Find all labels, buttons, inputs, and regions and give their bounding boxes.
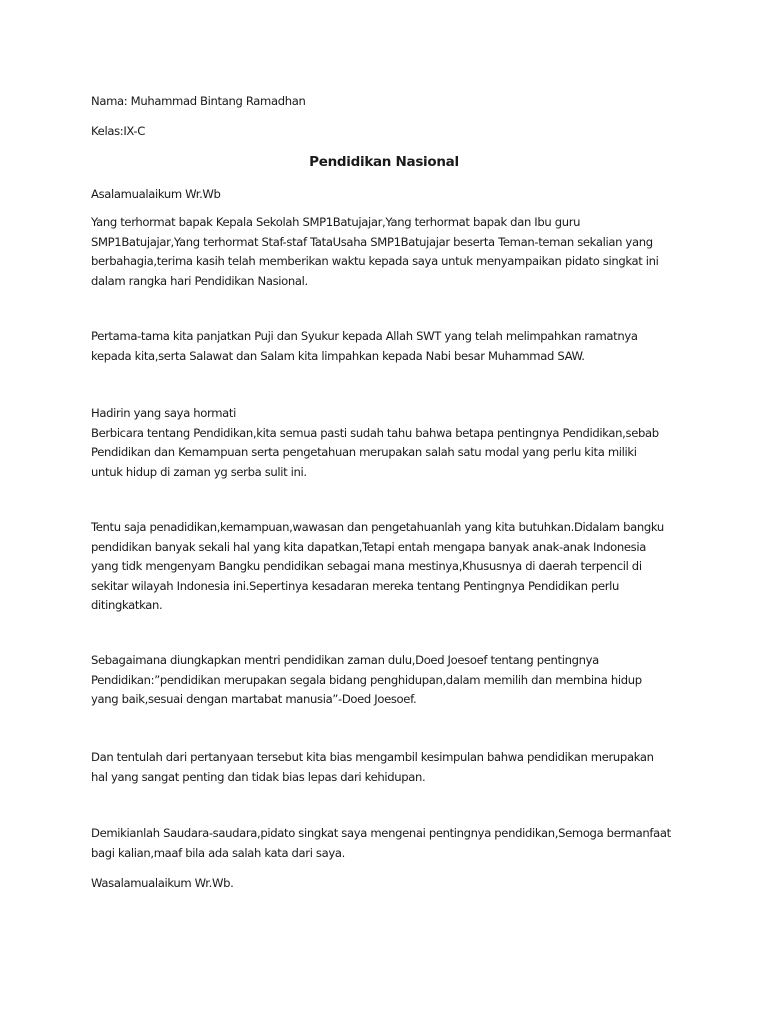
paragraph-line: Yang terhormat bapak Kepala Sekolah SMP1Batujajar,Yang terhormat bapak dan Ibu guru (91, 215, 581, 229)
paragraph-line: untuk hidup di zaman yg serba sulit ini. (91, 464, 307, 479)
paragraph-opening-address (91, 213, 691, 291)
paragraph-closing (91, 824, 691, 863)
paragraph-line: yang baik,sesuai dengan martabat manusia”-Doed Joesoef. (91, 692, 417, 707)
paragraph-line: SMP1Batujajar,Yang terhormat Staf-staf TataUsaha SMP1Batujajar beserta Teman-teman sekalian yang (91, 234, 653, 249)
paragraph-line: kepada kita,serta Salawat dan Salam kita limpahkan kepada Nabi besar Muhammad SAW. (91, 348, 585, 363)
paragraph-line: Pendidikan:”pendidikan merupakan segala bidang penghidupan,dalam memilih dan membina hidup (91, 672, 642, 687)
closing-greeting: Wasalamualaikum Wr.Wb. (91, 876, 234, 890)
paragraph-line: sekitar wilayah Indonesia ini.Sepertinya kesadaran mereka tentang Pentingnya Pendidikan perlu (91, 578, 620, 593)
paragraph-line: yang tidk mengenyam Bangku pendidikan sebagai mana mestinya,Khususnya di daerah terpencil di (91, 559, 642, 574)
student-class: Kelas:IX-C (91, 124, 145, 138)
paragraph-quote-doed-joesoef (91, 651, 691, 710)
paragraph-conclusion (91, 748, 691, 787)
paragraph-education-access (91, 518, 691, 616)
paragraph-importance-of-education (91, 404, 691, 482)
paragraph-line: hal yang sangat penting dan tidak bias lepas dari kehidupan. (91, 769, 426, 784)
opening-greeting: Asalamualaikum Wr.Wb (91, 187, 221, 201)
paragraph-line: Pendidikan dan Kemampuan serta pengetahuan merupakan salah satu modal yang perlu kita miliki (91, 445, 637, 460)
paragraph-thanks-to-god (91, 327, 691, 366)
paragraph-line: Berbicara tentang Pendidikan,kita semua pasti sudah tahu bahwa betapa pentingnya Pendidikan,sebab (91, 425, 659, 440)
paragraph-line: bagi kalian,maaf bila ada salah kata dari saya. (91, 845, 345, 860)
student-name: Nama: Muhammad Bintang Ramadhan (91, 94, 306, 108)
paragraph-line: Hadirin yang saya hormati (91, 406, 236, 420)
paragraph-line: dalam rangka hari Pendidikan Nasional. (91, 273, 308, 288)
paragraph-line: berbahagia,terima kasih telah memberikan waktu kepada saya untuk menyampaikan pidato singkat ini (91, 254, 659, 269)
paragraph-line: Pertama-tama kita panjatkan Puji dan Syukur kepada Allah SWT yang telah melimpahkan ramatnya (91, 329, 638, 343)
paragraph-line: Tentu saja penadidikan,kemampuan,wawasan dan pengetahuanlah yang kita butuhkan.Didalam bangku (91, 520, 664, 534)
paragraph-line: Sebagaimana diungkapkan mentri pendidikan zaman dulu,Doed Joesoef tentang pentingnya (91, 653, 599, 667)
paragraph-line: pendidikan banyak sekali hal yang kita dapatkan,Tetapi entah mengapa banyak anak-anak Indonesia (91, 539, 646, 554)
document-title: Pendidikan Nasional (309, 154, 459, 170)
paragraph-line: Dan tentulah dari pertanyaan tersebut kita bias mengambil kesimpulan bahwa pendidikan merupakan (91, 750, 654, 764)
paragraph-line: Demikianlah Saudara-saudara,pidato singkat saya mengenai pentingnya pendidikan,Semoga bermanfaat (91, 826, 671, 840)
paragraph-line: ditingkatkan. (91, 598, 163, 613)
